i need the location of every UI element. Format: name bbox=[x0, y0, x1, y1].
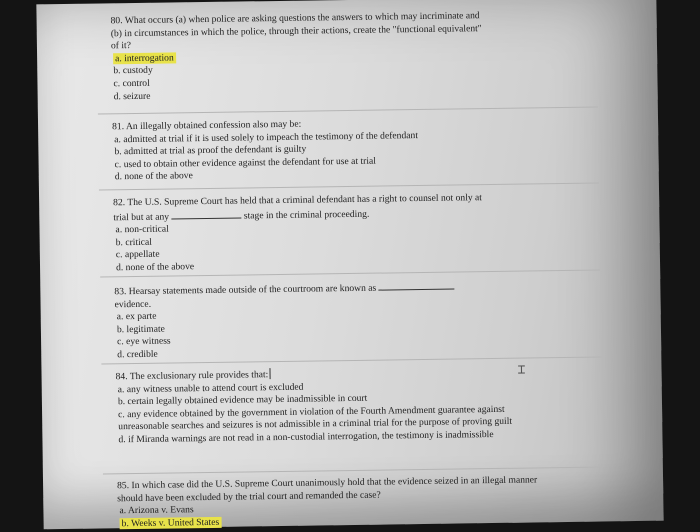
answer-option[interactable]: a. ex parte bbox=[116, 310, 157, 323]
question-stem: 80. What occurs (a) when police are asking questions the answers to which may incriminate and (b) in circumstances in which the police, through their actions, create the "functional equivalent" of it? bbox=[110, 10, 482, 52]
question-81 bbox=[112, 115, 553, 184]
answer-option[interactable]: b. critical bbox=[115, 236, 153, 249]
question-83 bbox=[114, 278, 555, 362]
text-cursor bbox=[269, 368, 270, 379]
answer-option[interactable]: d. if Miranda warnings are not read in a non-custodial interrogation, the testimony is inadmissible bbox=[118, 428, 494, 446]
answer-option[interactable]: b. custody bbox=[113, 65, 153, 77]
answer-option[interactable]: b. admitted at trial as proof the defendant is guilty bbox=[114, 143, 307, 158]
question-stem: 82. The U.S. Supreme Court has held that a criminal defendant has a right to counsel not only at trial but at any stage in the criminal proceeding. bbox=[113, 192, 483, 223]
divider bbox=[103, 466, 603, 474]
answer-options bbox=[115, 305, 556, 362]
answer-option[interactable]: a. any witness unable to attend court is excluded bbox=[117, 381, 304, 395]
question-stem: 81. An illegally obtained confession also may be: bbox=[112, 118, 302, 133]
answer-option[interactable]: a. Arizona v. Evans bbox=[119, 504, 194, 517]
answer-option[interactable]: b. certain legally obtained evidence may be inadmissible in court bbox=[117, 392, 368, 408]
ibeam-cursor-icon: ⌶ bbox=[517, 362, 526, 378]
answer-options bbox=[113, 218, 554, 275]
highlighted-answer: a. interrogation bbox=[115, 52, 174, 65]
answer-options bbox=[117, 499, 557, 530]
fill-in-blank[interactable] bbox=[379, 280, 455, 291]
answer-option[interactable]: d. seizure bbox=[113, 90, 151, 102]
answer-option[interactable]: d. none of the above bbox=[114, 170, 193, 183]
answer-option[interactable]: c. control bbox=[113, 77, 150, 90]
answer-options bbox=[116, 378, 557, 447]
question-stem: 83. Hearsay statements made outside of the courtroom are known as evidence. bbox=[114, 278, 554, 311]
answer-option[interactable]: d. none of the above bbox=[115, 261, 195, 274]
answer-option[interactable]: c. any evidence obtained by the government in violation of the Fourth Amendment guarantee against unreasonable searches and seizures is not admissible in a criminal trial for the purpose of proving guilt bbox=[118, 403, 513, 433]
question-stem: 85. In which case did the U.S. Supreme Court unanimously hold that the evidence seized in an illegal manner should have been excluded by the trial court and remanded the case? bbox=[117, 474, 538, 504]
question-85 bbox=[117, 474, 558, 531]
answer-option[interactable]: d. credible bbox=[117, 348, 158, 361]
answer-option[interactable]: a. non-critical bbox=[115, 223, 169, 236]
answer-options bbox=[112, 128, 553, 185]
divider bbox=[99, 183, 599, 191]
question-stem: 84. The exclusionary rule provides that: bbox=[115, 369, 269, 383]
answer-option[interactable]: a. admitted at trial if it is used solely to impeach the testimony of the defendant bbox=[114, 129, 419, 145]
divider bbox=[98, 107, 598, 115]
question-80 bbox=[111, 9, 552, 103]
question-84 bbox=[115, 364, 556, 447]
answer-options bbox=[111, 47, 552, 104]
answer-option[interactable]: c. eye witness bbox=[117, 335, 171, 348]
document-page bbox=[36, 0, 663, 529]
fill-in-blank[interactable] bbox=[171, 208, 241, 219]
question-82 bbox=[113, 191, 554, 275]
answer-option[interactable]: b. legitimate bbox=[116, 323, 165, 336]
answer-option[interactable]: c. appellate bbox=[115, 249, 160, 261]
answer-option[interactable]: c. used to obtain other evidence against the defendant for use at trial bbox=[114, 155, 377, 171]
highlighted-answer: b. Weeks v. United States bbox=[121, 516, 220, 529]
